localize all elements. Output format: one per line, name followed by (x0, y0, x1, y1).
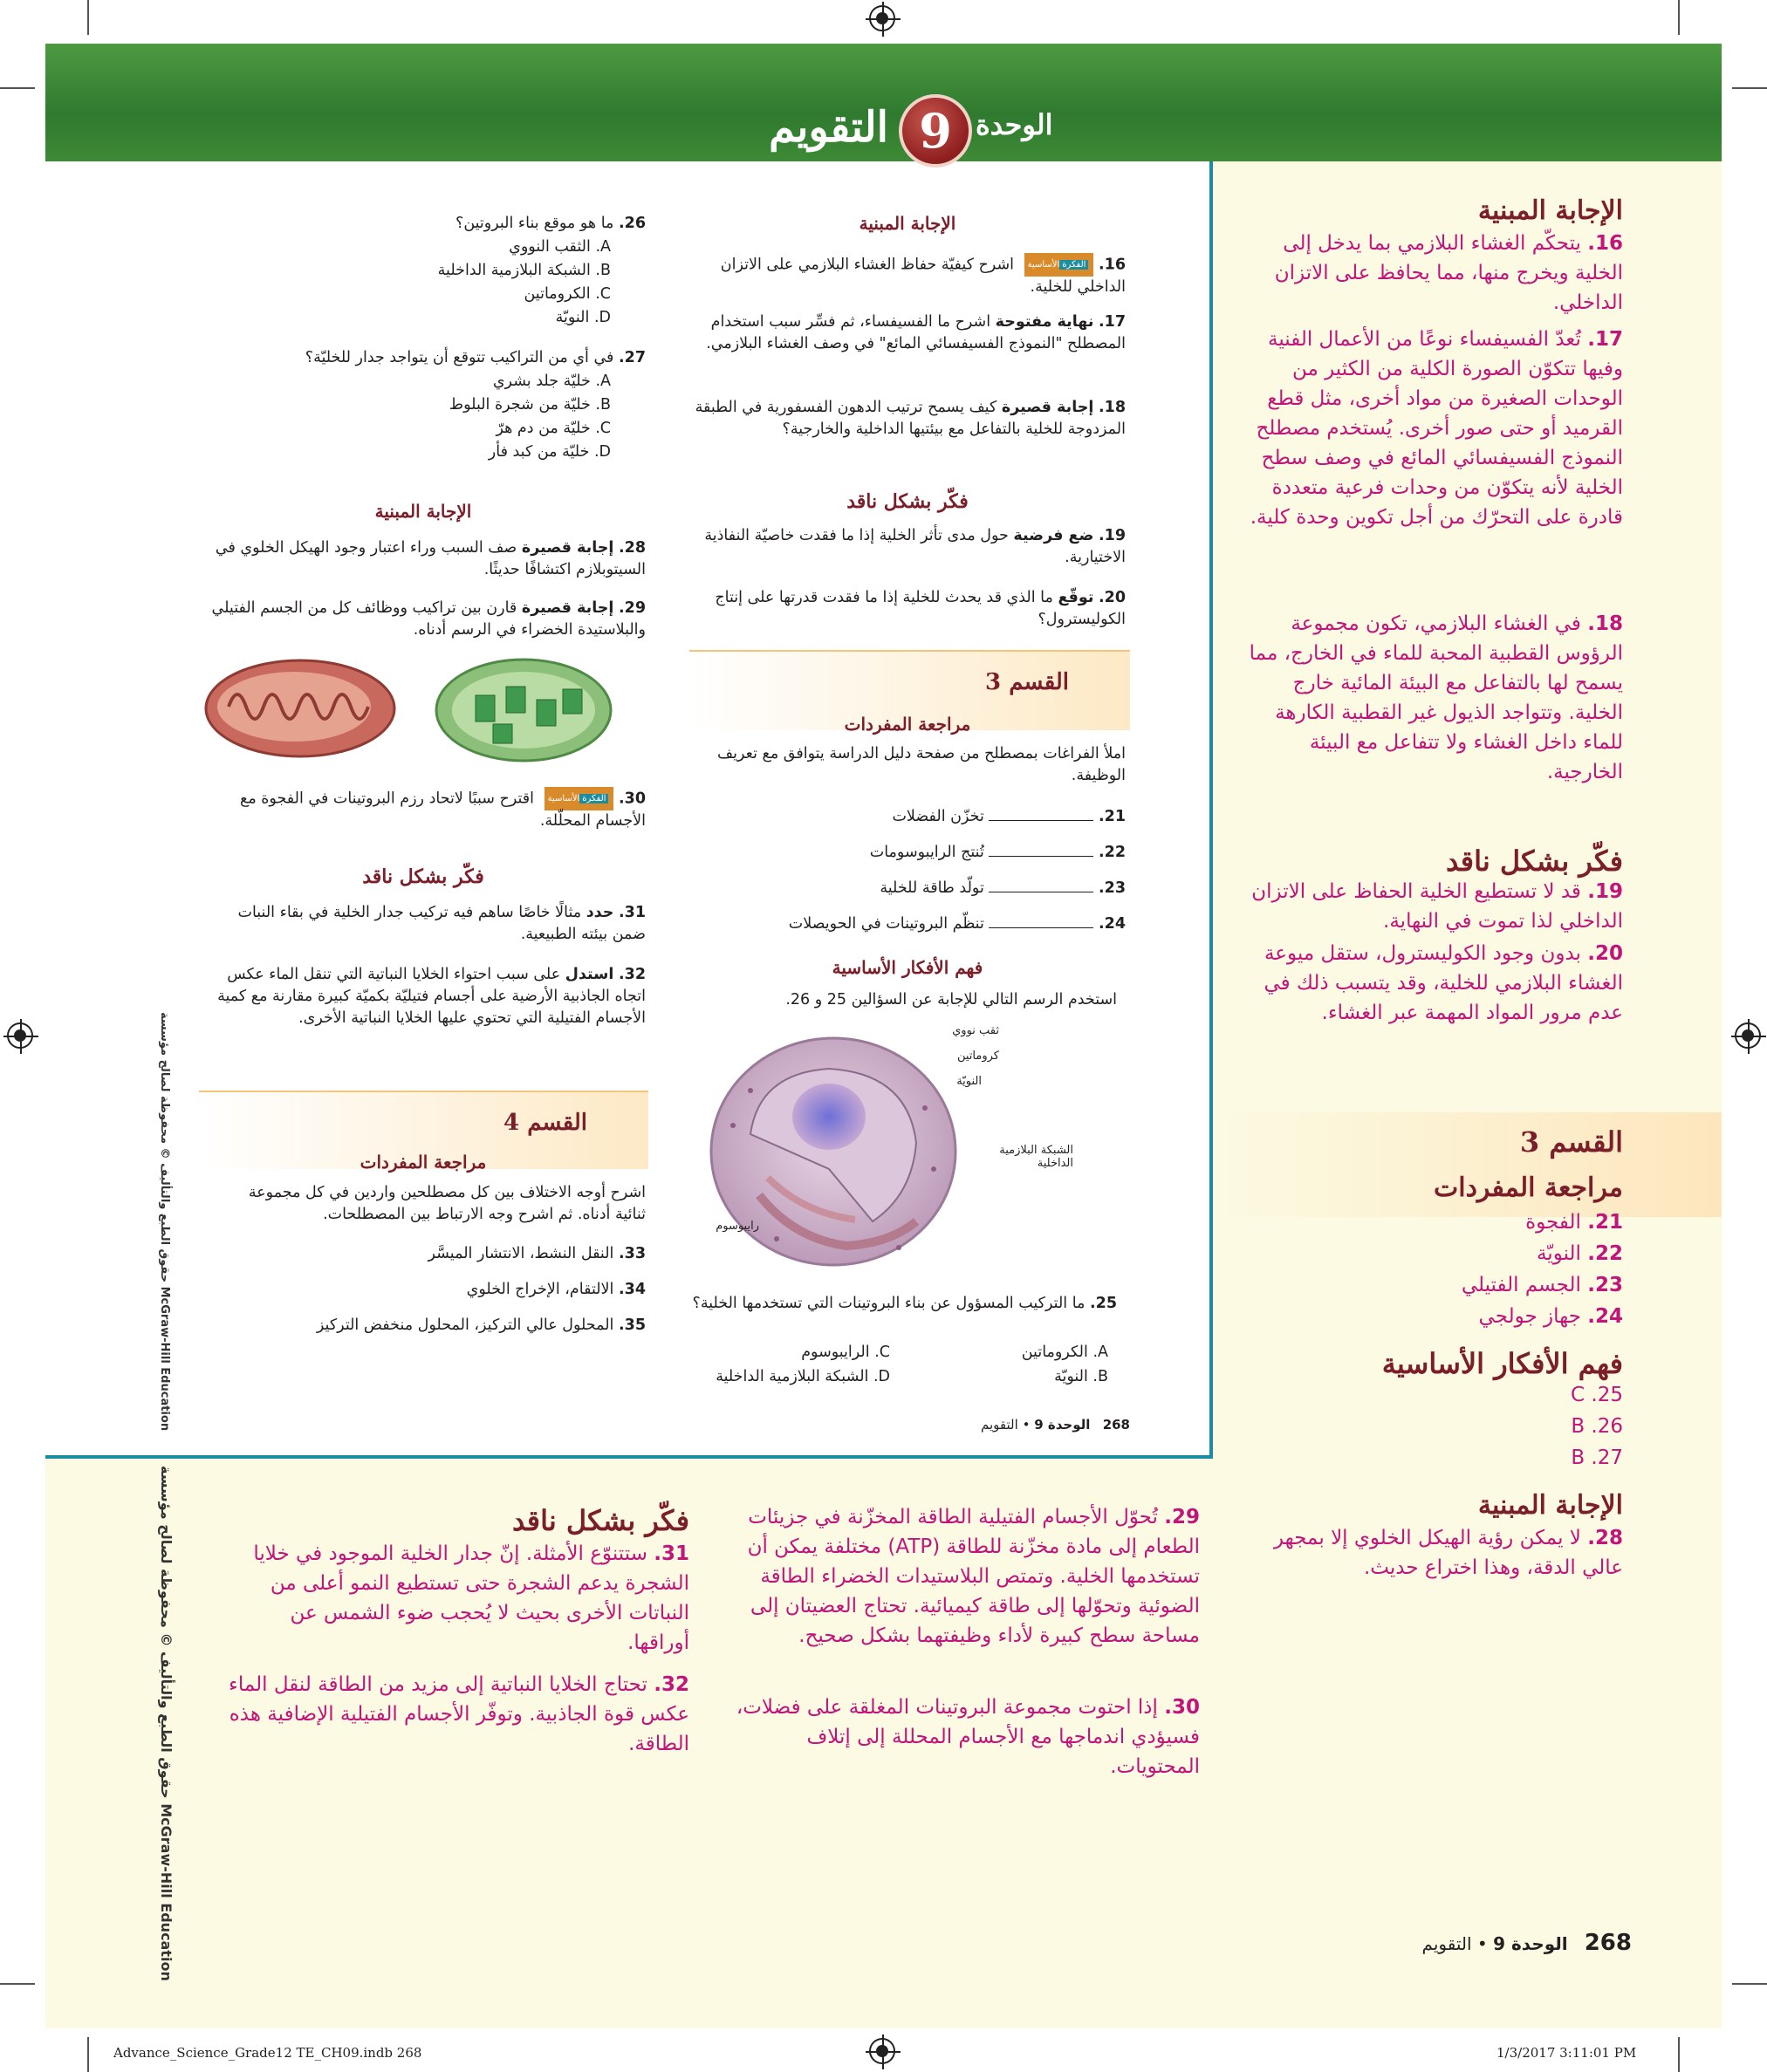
question-30 (201, 787, 646, 832)
question-number: 34. (618, 1281, 646, 1298)
answer-text: قد لا تستطيع الخلية الحفاظ على الاتزان الداخلي لذا تموت في النهاية. (1251, 880, 1623, 933)
blank-line[interactable] (989, 927, 1093, 928)
question-number: 18. (1098, 399, 1126, 416)
question-29 (201, 598, 646, 641)
answer-number: 18. (1587, 612, 1623, 635)
answer-number: 23. (1587, 1274, 1623, 1296)
page-number: 268 (1102, 1417, 1130, 1433)
unit-number-badge: 9 (899, 94, 972, 168)
question-number: 26. (618, 215, 646, 232)
section-heading-critical: فكّر بشكل ناقد (362, 865, 484, 888)
question-text: ما التركيب المسؤول عن بناء البروتينات التي تستخدمها الخلية؟ (692, 1295, 1086, 1312)
question-25 (689, 1293, 1117, 1315)
vocab-intro: املأ الفراغات بمصطلح من صفحة دليل الدراسة يتوافق مع تعريف الوظيفة. (716, 745, 1126, 784)
question-number: 32. (618, 966, 646, 983)
answer-number: 16. (1587, 232, 1623, 255)
answer-text: النويّة (1536, 1242, 1581, 1265)
choice-b[interactable]: B. الشبكة البلازمية الداخلية (437, 262, 611, 279)
question-lead: إجابة قصيرة (521, 539, 614, 557)
answer-number: 32. (654, 1673, 689, 1696)
answer-heading-constructed: الإجابة المبنية (1477, 195, 1623, 226)
choice-a[interactable]: A. الكروماتين (1021, 1344, 1108, 1361)
question-17 (672, 311, 1126, 355)
question-number: 23. (1098, 879, 1126, 897)
print-date: 1/3/2017 3:11:01 PM (1496, 2045, 1637, 2061)
question-number: 33. (618, 1245, 646, 1262)
question-lead: استدل (565, 966, 614, 983)
question-lead: توقّع (1058, 589, 1094, 606)
question-number: 35. (618, 1316, 646, 1334)
answer-16 (1248, 229, 1623, 318)
choice-d[interactable]: D. خليّة من كبد فأر (488, 443, 611, 461)
question-text: صف السبب وراء اعتبار وجود الهيكل الخلوي في السيتوبلازم اكتشافًا حديثًا. (215, 539, 646, 578)
question-text: تُنتج الرايبوسومات (869, 844, 984, 861)
vertical-credit: حقوق الطبع والتأليف © محفوظة لصالح مؤسسة McGraw-Hill Education (158, 1012, 171, 1432)
question-number: 24. (1098, 915, 1126, 933)
answer-26: B .26 (1571, 1415, 1623, 1438)
footer-dot: • (1476, 1933, 1488, 1954)
question-text: اشرح ما الفسيفساء، ثم فسِّر سبب استخدام المصطلح "النموذج الفسيفسائي المائع" في وصف الغشاء البلازمي. (706, 313, 1126, 352)
choice-c[interactable]: C. الكروماتين (524, 285, 611, 303)
question-number: 29. (618, 599, 646, 617)
answer-text: الجسم الفتيلي (1461, 1274, 1581, 1296)
answer-number: 28. (1587, 1527, 1623, 1549)
question-lead: حدد (586, 904, 614, 921)
mitochondrion-image (202, 656, 399, 761)
answer-number: 20. (1587, 942, 1623, 965)
page-number: 268 (1584, 1930, 1632, 1956)
big-idea-badge (544, 787, 614, 810)
key-ideas-intro: استخدم الرسم التالي للإجابة عن السؤالين 25 و 26. (785, 991, 1117, 1009)
question-28 (201, 537, 646, 581)
question-26 (201, 213, 646, 235)
page-footer (1309, 1930, 1632, 1956)
page-title: التقويم (769, 103, 888, 152)
answer-number: 22. (1587, 1242, 1623, 1265)
answer-18 (1239, 609, 1623, 787)
label-er: الشبكة البلازمية الداخلية (999, 1144, 1073, 1170)
question-number: 31. (618, 904, 646, 921)
answer-heading-constructed: الإجابة المبنية (1477, 1490, 1623, 1521)
blank-line[interactable] (989, 820, 1093, 821)
question-35 (201, 1315, 646, 1337)
question-21 (689, 806, 1126, 828)
badge-part: الفكرة (579, 794, 608, 803)
choice-a[interactable]: A. الثقب النووي (509, 238, 611, 256)
answer-text: في الغشاء البلازمي، تكون مجموعة الرؤوس القطبية المحبة للماء في الخارج، مما يسمح لها بالتفاعل مع البيئة المائية خارج الخلية. وتتواجد الذيول غير القطبية الكارهة للماء داخل الغشاء ولا تتفاعل مع البيئة الخارجية. (1249, 612, 1623, 783)
question-number: 20. (1098, 589, 1126, 606)
question-text: تنظّم البروتينات في الحويصلات (788, 915, 984, 933)
question-text: النقل النشط، الانتشار الميسَّر (428, 1245, 614, 1262)
question-text: تخزّن الفضلات (892, 808, 984, 825)
question-number: 21. (1098, 808, 1126, 825)
section-heading-constructed: الإجابة المبنية (374, 501, 472, 522)
crop-mark (87, 2037, 89, 2072)
answer-32 (227, 1670, 689, 1759)
student-page-footer (873, 1417, 1130, 1433)
registration-mark-icon (869, 2038, 895, 2064)
answer-text: الفجوة (1525, 1211, 1581, 1234)
question-22 (689, 842, 1126, 864)
label-ribosome: رايبوسوم (716, 1220, 759, 1233)
answer-23 (1248, 1270, 1623, 1300)
answer-20 (1248, 939, 1623, 1028)
choice-c[interactable]: C. خليّة من دم هرّ (496, 420, 611, 437)
question-text: تولّد طاقة للخلية (880, 879, 984, 897)
question-text: مثالًا خاصًا ساهم فيه تركيب جدار الخلية في بقاء النبات ضمن بيئته الطبيعية. (237, 904, 646, 943)
answer-30 (716, 1692, 1200, 1781)
answer-text: تحتاج الخلايا النباتية إلى مزيد من الطاقة لنقل الماء عكس قوة الجاذبية. وتوفّر الأجسام الفتيلية الإضافية هذه الطاقة. (229, 1673, 689, 1755)
registration-mark-icon (7, 1022, 33, 1049)
answer-19 (1248, 877, 1623, 936)
answer-number: 21. (1587, 1211, 1623, 1234)
choice-d[interactable]: D. النويّة (555, 309, 611, 326)
answer-number: 19. (1587, 880, 1623, 903)
blank-line[interactable] (989, 856, 1093, 857)
question-text: الالتقام، الإخراج الخلوي (466, 1281, 614, 1298)
answer-heading-critical: فكّر بشكل ناقد (1445, 845, 1623, 878)
label-chromatin: كروماتين (956, 1050, 999, 1063)
question-lead: ضع فرضية (1013, 527, 1094, 544)
registration-mark-icon (869, 5, 895, 31)
answer-number: 24. (1587, 1305, 1623, 1328)
choice-c[interactable]: C. الرايبوسوم (801, 1344, 890, 1361)
answer-text: إذا احتوت مجموعة البروتينات المغلقة على فضلات، فسيؤدي اندماجها مع الأجسام المحللة إلى إتلاف المحتويات. (736, 1696, 1200, 1778)
question-number: 25. (1089, 1295, 1117, 1312)
question-number: 28. (618, 539, 646, 557)
vocab-heading: مراجعة المفردات (844, 714, 971, 735)
question-16 (672, 253, 1126, 298)
answer-number: 30. (1164, 1696, 1200, 1719)
question-18 (672, 397, 1126, 441)
vocab-intro: اشرح أوجه الاختلاف بين كل مصطلحين واردين في كل مجموعة ثنائية أدناه. ثم اشرح وجه الارتباط بين المصطلحات. (248, 1184, 646, 1223)
answer-31 (227, 1539, 689, 1658)
footer-unit: الوحدة 9 (1493, 1933, 1568, 1954)
crop-mark (1678, 0, 1680, 35)
question-24 (689, 913, 1126, 935)
badge-part: الأساسية (1027, 260, 1060, 270)
question-23 (689, 878, 1126, 899)
question-20 (672, 587, 1126, 631)
choice-a[interactable]: A. خليّة جلد بشري (492, 373, 611, 390)
answer-25: C .25 (1571, 1384, 1623, 1406)
crop-mark (0, 1983, 35, 1985)
question-text: ما هو موقع بناء البروتين؟ (455, 215, 614, 232)
answer-28 (1257, 1523, 1623, 1583)
footer-dot: • (1022, 1417, 1031, 1433)
answer-vocab-heading: مراجعة المفردات (1434, 1173, 1623, 1203)
answer-number: 29. (1164, 1506, 1200, 1528)
registration-mark-icon (1735, 1022, 1761, 1049)
question-31 (201, 902, 646, 946)
question-number: 19. (1098, 527, 1126, 544)
question-text: اشرح كيفيّة حفاظ الغشاء البلازمي على الاتزان الداخلي للخلية. (720, 256, 1126, 296)
key-ideas-heading: فهم الأفكار الأساسية (832, 957, 983, 978)
question-34 (201, 1279, 646, 1301)
answer-29 (716, 1502, 1200, 1651)
vocab-heading: مراجعة المفردات (360, 1152, 487, 1173)
footer-title: التقويم (981, 1417, 1018, 1433)
section-heading-constructed: الإجابة المبنية (859, 213, 956, 234)
answer-number: 31. (654, 1542, 689, 1565)
answer-text: بدون وجود الكوليسترول، ستقل ميوعة الغشاء البلازمي للخلية، وقد يتسبب ذلك في عدم مرور المواد المهمة عبر الغشاء. (1264, 942, 1623, 1024)
footer-unit: الوحدة 9 (1034, 1417, 1091, 1433)
label-nuclear-pore: ثقب نووي (952, 1024, 999, 1037)
answer-key-ideas-heading: فهم الأفكار الأساسية (1381, 1347, 1623, 1380)
question-lead: إجابة قصيرة (521, 599, 614, 617)
question-number: 27. (618, 349, 646, 366)
footer-title: التقويم (1421, 1933, 1472, 1954)
question-33 (201, 1243, 646, 1265)
choice-d[interactable]: D. الشبكة البلازمية الداخلية (716, 1368, 890, 1385)
question-number: 17. (1098, 313, 1126, 331)
badge-part: الأساسية (547, 794, 580, 803)
answer-section-3: القسم 3 (1519, 1125, 1623, 1159)
question-lead: نهاية مفتوحة (995, 313, 1094, 331)
answer-text: لا يمكن رؤية الهيكل الخلوي إلا بمجهر عالي الدقة، وهذا اختراع حديث. (1273, 1527, 1623, 1579)
answer-27: B .27 (1571, 1446, 1623, 1469)
question-number: 22. (1098, 844, 1126, 861)
question-text: في أي من التراكيب تتوقع أن يتواجد جدار للخليّة؟ (305, 349, 614, 366)
crop-mark (0, 87, 35, 89)
choice-b[interactable]: B. النويّة (1054, 1368, 1108, 1385)
question-text: اقترح سببًا لاتحاد رزم البروتينات في الفجوة مع الأجسام المحلّلة. (240, 790, 646, 830)
answer-text: تُحوّل الأجسام الفتيلية الطاقة المخزّنة في جزيئات الطعام إلى مادة مخزّنة للطاقة (ATP) مختلفة يمكن أن تستخدمها الخلية. وتمتص البلاستيدات الخضراء الطاقة الضوئية وتحوّلها إلى طاقة كيميائية. تحتاج العضيتان إلى مساحة سطح كبيرة لأداء وظيفتهما بشكل صحيح. (747, 1506, 1200, 1647)
question-text: حول مدى تأثر الخلية إذا ما فقدت خاصيّة النفاذية الاختيارية. (704, 527, 1126, 566)
answer-text: تُعدّ الفسيفساء نوعًا من الأعمال الفنية وفيها تتكوّن الصورة الكلية من الكثير من الوحدات الصغيرة من مواد أخرى، مثل قطع القرميد أو حتى صور أخرى. يُستخدم مصطلح النموذج الفسيفسائي المائع في وصف سطح الخلية لأنه يتكوّن من وحدات فرعية متعددة قادرة على التحرّك من أجل تكوين وحدة كلية. (1250, 328, 1623, 529)
answer-text: ستتنوّع الأمثلة. إنّ جدار الخلية الموجود في خلايا الشجرة يدعم الشجرة حتى تستطيع النمو أعلى من النباتات الأخرى بحيث لا يُحجب ضوء الشمس عن أوراقها. (253, 1542, 689, 1654)
answer-21 (1248, 1207, 1623, 1237)
print-file-name: Advance_Science_Grade12 TE_CH09.indb 268 (113, 2045, 422, 2061)
answer-22 (1248, 1239, 1623, 1269)
vertical-credit: حقوق الطبع والتأليف © محفوظة لصالح مؤسسة McGraw-Hill Education (158, 1466, 175, 1981)
choice-b[interactable]: B. خليّة من شجرة البلوط (449, 396, 611, 414)
question-text: ما الذي قد يحدث للخلية إذا ما فقدت قدرتها على إنتاج الكوليسترول؟ (715, 589, 1126, 628)
answer-heading-critical: فكّر بشكل ناقد (511, 1504, 689, 1537)
answer-text: يتحكّم الغشاء البلازمي بما يدخل إلى الخلية ويخرج منها، مما يحافظ على الاتزان الداخلي. (1274, 232, 1623, 314)
question-text: كيف يسمح ترتيب الدهون الفسفورية في الطبقة المزدوجة للخلية بالتفاعل مع بيئتيها الداخلية والخارجية؟ (695, 399, 1126, 438)
question-number: 16. (1098, 256, 1126, 274)
question-32 (201, 964, 646, 1029)
answer-number: 17. (1587, 328, 1623, 351)
question-19 (672, 525, 1126, 569)
big-idea-badge (1024, 253, 1094, 277)
question-number: 30. (618, 790, 646, 808)
answer-text: جهاز جولجي (1478, 1305, 1581, 1328)
question-text: المحلول عالي التركيز، المحلول منخفض التركيز (316, 1316, 614, 1334)
label-nucleolus: النويّة (956, 1075, 982, 1088)
chloroplast-image (432, 656, 615, 765)
badge-part: الفكرة (1059, 260, 1088, 270)
crop-mark (1678, 2037, 1680, 2072)
answer-24 (1248, 1302, 1623, 1331)
section-number: القسم 3 (985, 669, 1069, 695)
question-text: قارن بين تراكيب ووظائف كل من الجسم الفتيلي والبلاستيدة الخضراء في الرسم أدناه. (211, 599, 646, 639)
answer-17 (1239, 325, 1623, 532)
question-lead: إجابة قصيرة (1001, 399, 1094, 416)
section-heading-critical: فكّر بشكل ناقد (846, 490, 969, 513)
section-number: القسم 4 (503, 1110, 587, 1136)
question-27 (201, 347, 646, 369)
crop-mark (1732, 1983, 1767, 1985)
crop-mark (1732, 87, 1767, 89)
crop-mark (87, 0, 89, 35)
unit-label: الوحدة (976, 108, 1053, 141)
question-text: على سبب احتواء الخلايا النباتية التي تنقل الماء عكس اتجاه الجاذبية الأرضية على أجسام فتيليّة بكميّة كبيرة مقارنة مع كمية الأجسام الفتيلية التي تحتوي عليها الخلايا النباتية الأخرى. (217, 966, 646, 1027)
